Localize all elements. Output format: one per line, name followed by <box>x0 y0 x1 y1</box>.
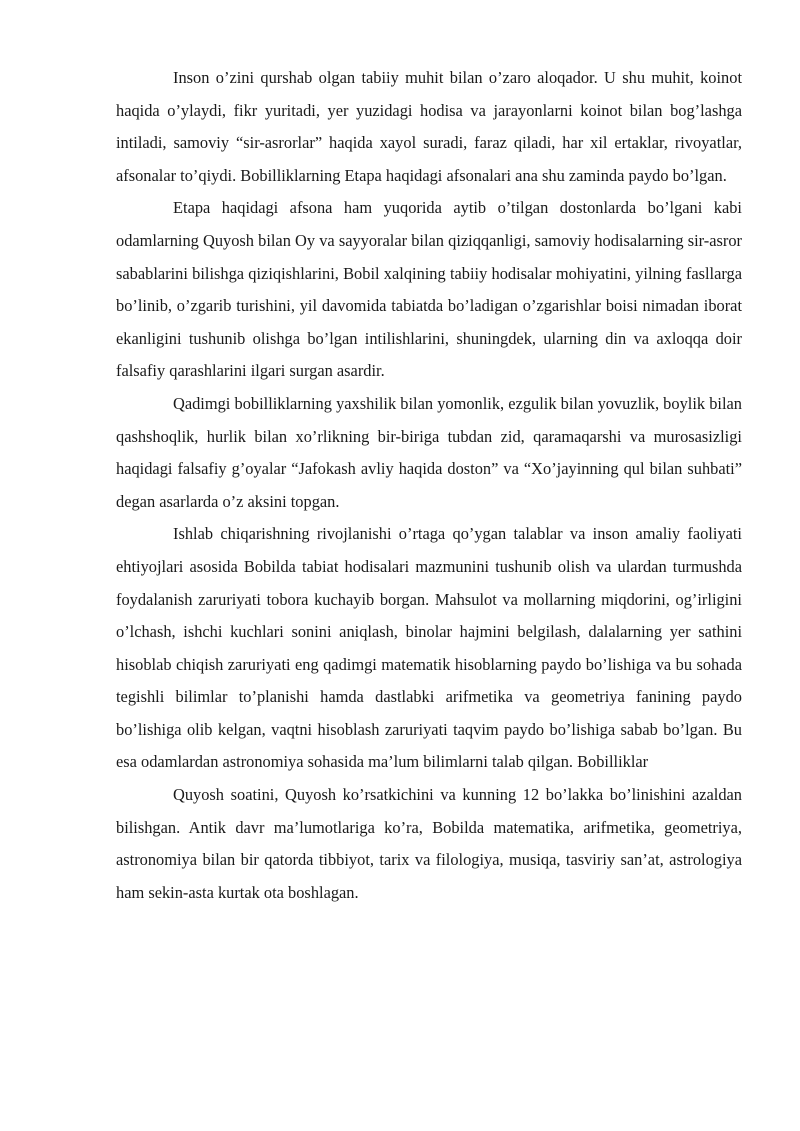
paragraph-2: Etapa haqidagi afsona ham yuqorida aytib o’tilgan dostonlarda bo’lgani kabi odamlarning Quyosh bilan Oy va sayyoralar bilan qiziqqanligi, samoviy hodisalarning sir-asror sabablarini bilishga qiziqishlarini, Bobil xalqining tabiiy hodisalar mohiyatini, yilning fasllarga bo’linib, o’zgarib turishini, yil davomida tabiatda bo’ladigan o’zgarishlar boisi nimadan iborat ekanligini tushunib olishga bo’lgan intilishlarini, shuningdek, ularning din va axloqqa doir falsafiy qarashlarini ilgari surgan asardir. <box>116 198 742 381</box>
paragraph-3: Qadimgi bobilliklarning yaxshilik bilan yomonlik, ezgulik bilan yovuzlik, boylik bilan qashshoqlik, hurlik bilan xo’rlikning bir-biriga tubdan zid, qaramaqarshi va murosasizligi haqidagi falsafiy g’oyalar “Jafokash avliy haqida doston” va “Xo’jayinning qul bilan suhbati” degan asarlarda o’z aksini topgan. <box>116 393 742 511</box>
paragraph-5: Quyosh soatini, Quyosh ko’rsatkichini va kunning 12 bo’lakka bo’linishini azaldan bilishgan. Antik davr ma’lumotlariga ko’ra, Bobilda matematika, arifmetika, geometriya, astronomiya bilan bir qatorda tibbiyot, tarix va filologiya, musiqa, tasviriy san’at, astrologiya ham sekin-asta kurtak ota boshlagan. <box>116 785 742 902</box>
paragraph-1: Inson o’zini qurshab olgan tabiiy muhit bilan o’zaro aloqador. U shu muhit, koinot haqida o’ylaydi, fikr yuritadi, yer yuzidagi hodisa va jarayonlarni koinot bilan bog’lashga intiladi, samoviy “sir-asrorlar” haqida xayol suradi, faraz qiladi, har xil ertaklar, rivoyatlar, afsonalar to’qiydi. Bobilliklarning Etapa haqidagi afsonalari ana shu zaminda paydo bo’lgan. <box>116 68 742 185</box>
document-page <box>116 62 742 909</box>
paragraph-4: Ishlab chiqarishning rivojlanishi o’rtaga qo’ygan talablar va inson amaliy faoliyati ehtiyojlari asosida Bobilda tabiat hodisalari mazmunini tushunib olish va ulardan turmushda foydalanish zaruriyati tobora kuchayib borgan. Mahsulot va mollarning miqdorini, og’irligini o’lchash, ishchi kuchlari sonini aniqlash, binolar hajmini belgilash, dalalarning yer sathini hisoblab chiqish zaruriyati eng qadimgi matematik hisoblarning paydo bo’lishiga va bu sohada tegishli bilimlar to’planishi hamda dastlabki arifmetika va geometriya fanining paydo bo’lishiga olib kelgan, vaqtni hisoblash zaruriyati taqvim paydo bo’lishiga sabab bo’lgan. Bu esa odamlardan astronomiya sohasida ma’lum bilimlarni talab qilgan. Bobilliklar <box>116 524 742 772</box>
